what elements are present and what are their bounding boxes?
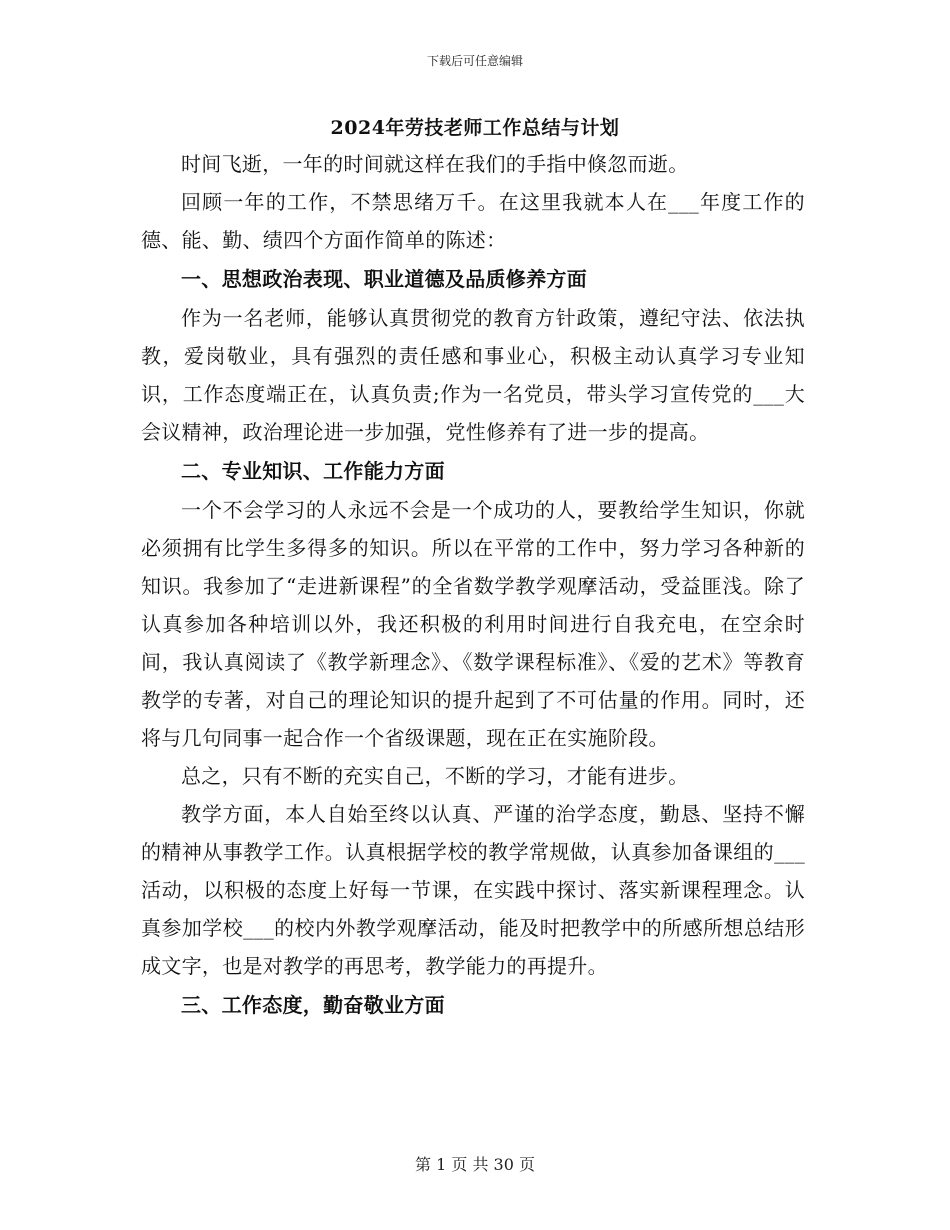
page-number-footer: 第 1 页 共 30 页: [415, 1155, 535, 1174]
paragraph: 教学方面，本人自始至终以认真、严谨的治学态度，勤恳、坚持不懈的精神从事教学工作。认真根据学校的教学常规做，认真参加备课组的___活动，以积极的态度上好每一节课，在实践中探讨、落实新课程理念。认真参加学校___的校内外教学观摩活动，能及时把教学中的所感所想总结形成文字，也是对教学的再思考，教学能力的再提升。: [141, 802, 805, 978]
section-heading: 二、专业知识、工作能力方面: [181, 459, 445, 483]
page-header-note: 下载后可任意编辑: [426, 54, 523, 68]
paragraph: 总之，只有不断的充实自己，不断的学习，才能有进步。: [181, 764, 689, 788]
section-heading: 一、思想政治表现、职业道德及品质修养方面: [181, 267, 587, 291]
paragraph: 作为一名老师，能够认真贯彻党的教育方针政策，遵纪守法、依法执教，爱岗敬业，具有强烈的责任感和事业心，积极主动认真学习专业知识，工作态度端正在，认真负责;作为一名党员，带头学习宣传党的___大会议精神，政治理论进一步加强，党性修养有了进一步的提高。: [141, 306, 805, 444]
section-heading: 三、工作态度，勤奋敬业方面: [181, 993, 445, 1017]
document-title: 2024年劳技老师工作总结与计划: [330, 117, 620, 139]
paragraph: 回顾一年的工作，不禁思绪万千。在这里我就本人在___年度工作的德、能、勤、绩四个方面作简单的陈述：: [141, 190, 805, 252]
paragraph: 时间飞逝，一年的时间就这样在我们的手指中倏忽而逝。: [181, 152, 689, 176]
paragraph: 一个不会学习的人永远不会是一个成功的人，要教给学生知识，你就必须拥有比学生多得多的知识。所以在平常的工作中，努力学习各种新的知识。我参加了“走进新课程”的全省数学教学观摩活动，受益匪浅。除了认真参加各种培训以外，我还积极的利用时间进行自我充电，在空余时间，我认真阅读了《教学新理念》、《数学课程标准》、《爱的艺术》等教育教学的专著，对自己的理论知识的提升起到了不可估量的作用。同时，还将与几句同事一起合作一个省级课题，现在正在实施阶段。: [141, 498, 805, 750]
document-body: [141, 145, 805, 1025]
